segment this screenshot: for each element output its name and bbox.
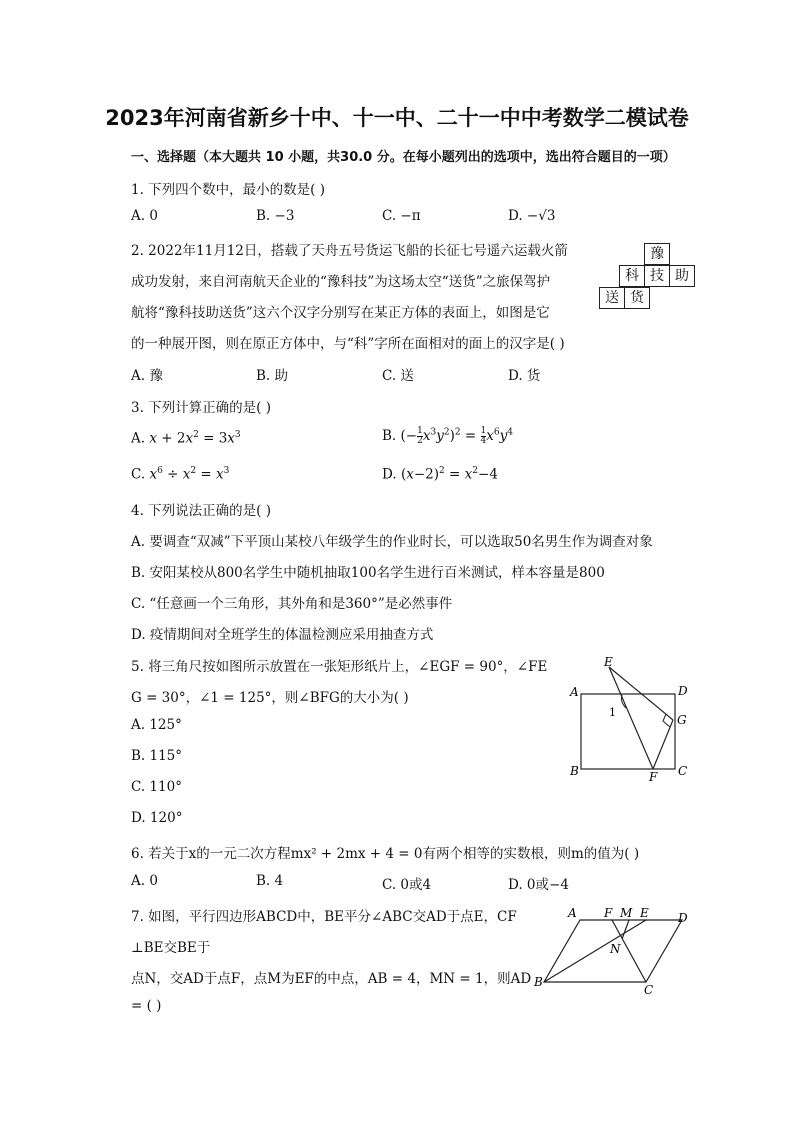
label-d: D — [678, 911, 688, 925]
q1-option-c: C. −π — [382, 208, 421, 224]
segment-mn — [622, 920, 629, 939]
q3-option-c: C. $x^6 \div x^2 = x^3$ — [131, 466, 230, 483]
q2-option-b: B. 助 — [256, 368, 289, 384]
label-m: M — [620, 906, 633, 920]
label-b: B — [534, 975, 543, 989]
q5-line-2: G = 30°，∠1 = 125°，则∠BFG的大小为( ) — [131, 690, 409, 706]
label-a: A — [570, 685, 579, 699]
q4-option-a: A. 要调查“双减”下平顶山某校八年级学生的作业时长，可以选取50名男生作为调查对象 — [131, 534, 653, 550]
segment-fg — [653, 720, 673, 769]
rectangle-triangle-figure — [560, 652, 700, 784]
label-e: E — [640, 906, 649, 920]
label-f: F — [604, 906, 613, 920]
q2-line-3: 航将“豫科技助送货”这六个汉字分别写在某正方体的表面上，如图是它 — [131, 305, 550, 321]
q5-option-a: A. 125° — [131, 717, 182, 733]
label-angle-1: 1 — [609, 706, 616, 719]
paper-title: 2023年河南省新乡十中、十一中、二十一中中考数学二模试卷 — [105, 106, 689, 130]
q6-option-c: C. 0或4 — [382, 877, 432, 893]
q5-option-c: C. 110° — [131, 779, 182, 795]
q2-line-2: 成功发射，来自河南航天企业的“豫科技”为这场太空“送货”之旅保驾护 — [131, 274, 551, 290]
q4-option-c: C. “任意画一个三角形，其外角和是360°”是必然事件 — [131, 596, 453, 612]
q6-option-d: D. 0或−4 — [508, 877, 569, 893]
label-n: N — [610, 942, 621, 956]
q6-option-b: B. 4 — [256, 873, 284, 889]
net-cell-song: 送 — [599, 287, 625, 309]
q3-stem: 3. 下列计算正确的是( ) — [131, 400, 271, 416]
label-b: B — [570, 764, 579, 778]
net-cell-ji: 技 — [644, 265, 670, 287]
q4-stem: 4. 下列说法正确的是( ) — [131, 503, 271, 519]
parallelogram-figure — [530, 902, 700, 998]
label-c: C — [644, 983, 654, 997]
q1-stem: 1. 下列四个数中，最小的数是( ) — [131, 182, 325, 198]
q3-option-b: B. (− $\frac{1}{2}$ $x^3y^2)^2$ = $\frac{1}{4}$ $x^6y^4$ — [382, 426, 513, 446]
label-f: F — [649, 770, 658, 784]
q1-option-d: D. −√3 — [508, 208, 556, 224]
label-c: C — [678, 764, 688, 778]
net-cell-yu: 豫 — [644, 243, 670, 265]
q4-option-b: B. 安阳某校从800名学生中随机抽取100名学生进行百米测试，样本容量是800 — [131, 565, 605, 581]
net-cell-huo: 货 — [624, 287, 650, 309]
q7-line-4: = ( ) — [131, 998, 162, 1014]
q5-option-d: D. 120° — [131, 810, 183, 826]
q6-option-a: A. 0 — [131, 873, 158, 889]
q4-option-d: D. 疫情期间对全班学生的体温检测应采用抽查方式 — [131, 627, 434, 643]
net-cell-ke: 科 — [619, 265, 645, 287]
q3-option-d: D. $(x-2)^2 = x^2-4$ — [382, 466, 498, 483]
q7-line-1: 7. 如图，平行四边形ABCD中，BE平分∠ABC交AD于点E，CF — [131, 909, 517, 925]
q2-option-c: C. 送 — [382, 368, 414, 384]
q6-stem: 6. 若关于x的一元二次方程mx² + 2mx + 4 = 0有两个相等的实数根，则m的值为( ) — [131, 846, 640, 862]
label-a: A — [568, 906, 577, 920]
q2-line-1: 2. 2022年11月12日，搭载了天舟五号货运飞船的长征七号遥六运载火箭 — [131, 243, 568, 259]
q7-line-2: ⊥BE交BE于 — [131, 940, 211, 956]
q1-option-b: B. −3 — [256, 208, 295, 224]
section-heading: 一、选择题（本大题共 10 小题，共30.0 分。在每小题列出的选项中，选出符合题目的一项） — [131, 150, 676, 165]
q5-option-b: B. 115° — [131, 748, 183, 764]
q5-line-1: 5. 将三角尺按如图所示放置在一张矩形纸片上，∠EGF = 90°，∠FE — [131, 659, 548, 675]
segment-be — [544, 920, 646, 982]
q3-option-a: A. $x + 2x^2 = 3x^3$ — [131, 430, 241, 447]
label-g: G — [677, 713, 687, 727]
label-d: D — [678, 684, 688, 698]
net-cell-zhu: 助 — [669, 265, 695, 287]
q2-option-d: D. 货 — [508, 368, 541, 384]
label-e: E — [604, 655, 613, 669]
q2-line-4: 的一种展开图，则在原正方体中，与“科”字所在面相对的面上的汉字是( ) — [131, 336, 565, 352]
rectangle-abcd — [581, 694, 675, 769]
q2-option-a: A. 豫 — [131, 368, 163, 384]
q1-option-a: A. 0 — [131, 208, 158, 224]
q7-line-3: 点N，交AD于点F，点M为EF的中点，AB = 4，MN = 1，则AD — [131, 971, 532, 987]
